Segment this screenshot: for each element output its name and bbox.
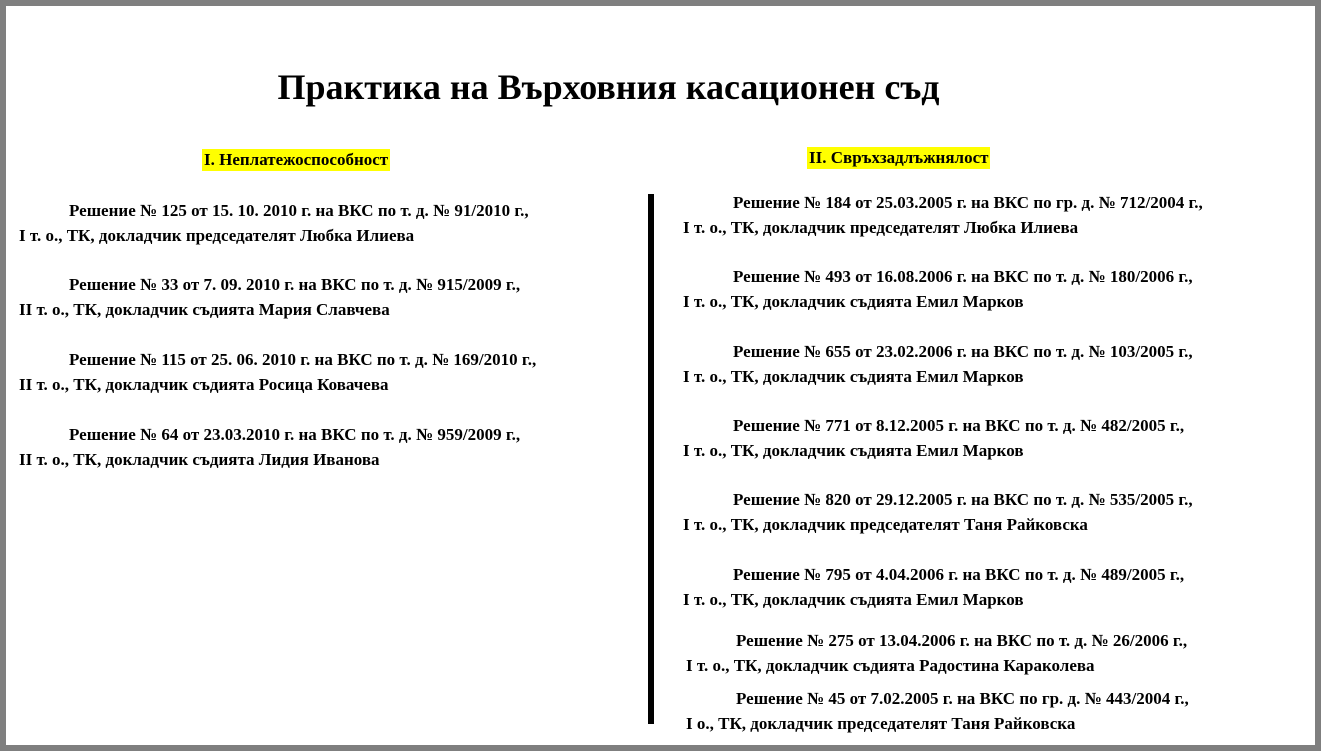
page-title: Практика на Върховния касационен съд — [277, 67, 940, 107]
entry-line-1: Решение № 493 от 16.08.2006 г. на ВКС по т. д. № 180/2006 г., — [733, 267, 1193, 286]
right-entry — [686, 686, 1189, 736]
right-entry — [683, 264, 1193, 314]
right-entry — [683, 562, 1184, 612]
left-entry — [19, 198, 529, 248]
right-entry — [686, 628, 1187, 678]
entry-line-1: Решение № 115 от 25. 06. 2010 г. на ВКС по т. д. № 169/2010 г., — [69, 350, 537, 369]
entry-line-2: II т. о., ТК, докладчик съдията Лидия Иванова — [19, 450, 380, 469]
entry-line-1: Решение № 45 от 7.02.2005 г. на ВКС по гр. д. № 443/2004 г., — [736, 689, 1189, 708]
column-divider — [648, 194, 654, 724]
entry-line-2: II т. о., ТК, докладчик съдията Мария Славчева — [19, 300, 390, 319]
left-entry — [19, 347, 536, 397]
entry-line-2: I т. о., ТК, докладчик председателят Таня Райковска — [683, 515, 1088, 534]
entry-line-2: I т. о., ТК, докладчик съдията Радостина Караколева — [686, 656, 1095, 675]
entry-line-2: I т. о., ТК, докладчик съдията Емил Марков — [683, 590, 1024, 609]
entry-line-1: Решение № 771 от 8.12.2005 г. на ВКС по т. д. № 482/2005 г., — [733, 416, 1185, 435]
entry-line-1: Решение № 795 от 4.04.2006 г. на ВКС по т. д. № 489/2005 г., — [733, 565, 1185, 584]
entry-line-1: Решение № 820 от 29.12.2005 г. на ВКС по т. д. № 535/2005 г., — [733, 490, 1193, 509]
entry-line-2: I т. о., ТК, докладчик председателят Любка Илиева — [683, 218, 1079, 237]
section-heading-over-indebtedness: II. Свръхзадлъжнялост — [809, 148, 989, 167]
entry-line-2: I о., ТК, докладчик председателят Таня Райковска — [686, 714, 1076, 733]
right-entry — [683, 190, 1203, 240]
entry-line-2: I т. о., ТК, докладчик съдията Емил Марков — [683, 441, 1024, 460]
entry-line-1: Решение № 184 от 25.03.2005 г. на ВКС по гр. д. № 712/2004 г., — [733, 193, 1203, 212]
entry-line-1: Решение № 125 от 15. 10. 2010 г. на ВКС по т. д. № 91/2010 г., — [69, 201, 529, 220]
entry-line-2: I т. о., ТК, докладчик съдията Емил Марков — [683, 367, 1024, 386]
slide — [6, 6, 1315, 745]
left-entry — [19, 272, 520, 322]
right-entry — [683, 413, 1184, 463]
right-entry — [683, 487, 1193, 537]
entry-line-2: II т. о., ТК, докладчик съдията Росица Ковачева — [19, 375, 389, 394]
entry-line-2: I т. о., ТК, докладчик председателят Любка Илиева — [19, 226, 415, 245]
entry-line-1: Решение № 275 от 13.04.2006 г. на ВКС по т. д. № 26/2006 г., — [736, 631, 1188, 650]
right-entry — [683, 339, 1193, 389]
entry-line-1: Решение № 64 от 23.03.2010 г. на ВКС по т. д. № 959/2009 г., — [69, 425, 521, 444]
entry-line-1: Решение № 33 от 7. 09. 2010 г. на ВКС по т. д. № 915/2009 г., — [69, 275, 521, 294]
section-heading-insolvency: I. Неплатежоспособност — [204, 150, 389, 169]
entry-line-2: I т. о., ТК, докладчик съдията Емил Марков — [683, 292, 1024, 311]
entry-line-1: Решение № 655 от 23.02.2006 г. на ВКС по т. д. № 103/2005 г., — [733, 342, 1193, 361]
left-entry — [19, 422, 520, 472]
